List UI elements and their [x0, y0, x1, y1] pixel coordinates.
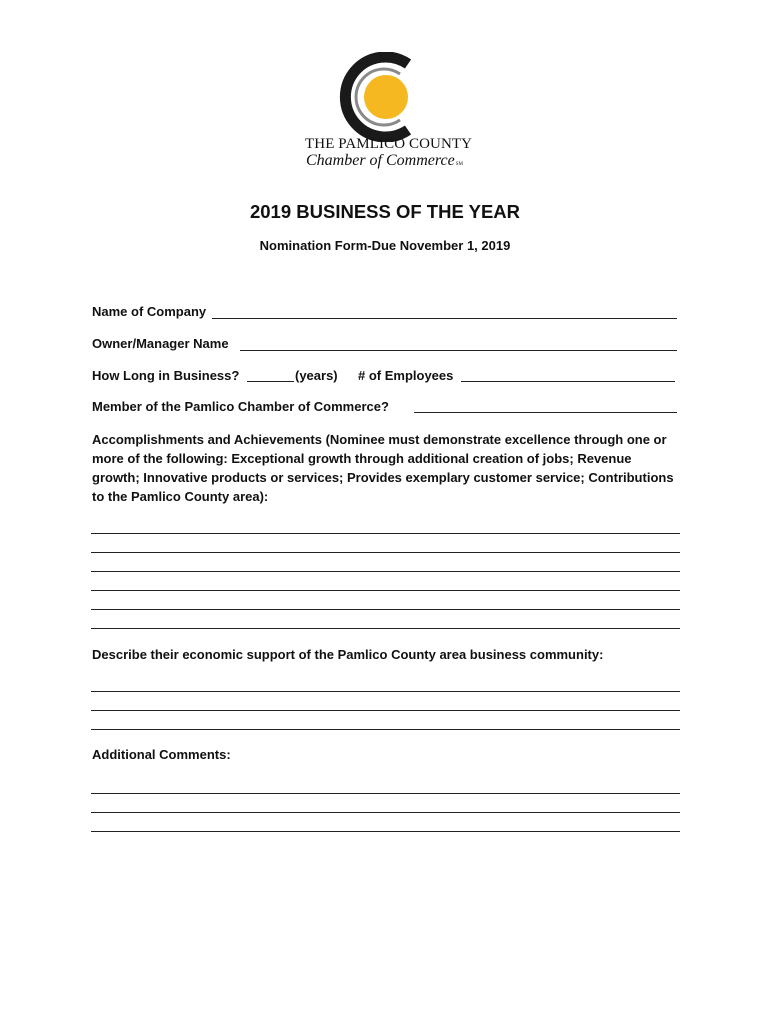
accomplishments-line[interactable]	[91, 628, 680, 629]
service-mark: SM	[455, 162, 463, 167]
employees-field[interactable]	[461, 381, 675, 382]
comments-line[interactable]	[91, 812, 680, 813]
company-name-field[interactable]	[212, 318, 677, 319]
economic-support-line[interactable]	[91, 729, 680, 730]
member-label: Member of the Pamlico Chamber of Commerce?	[92, 399, 389, 414]
years-label: (years)	[295, 368, 338, 383]
accomplishments-line[interactable]	[91, 571, 680, 572]
economic-support-line[interactable]	[91, 691, 680, 692]
comments-line[interactable]	[91, 793, 680, 794]
accomplishments-line[interactable]	[91, 552, 680, 553]
additional-comments-label: Additional Comments:	[92, 747, 231, 762]
owner-name-field[interactable]	[240, 350, 677, 351]
business-duration-label: How Long in Business?	[92, 368, 240, 383]
accomplishments-line[interactable]	[91, 533, 680, 534]
org-name-line2	[306, 152, 463, 170]
years-field[interactable]	[247, 381, 294, 382]
accomplishments-line[interactable]	[91, 590, 680, 591]
owner-label: Owner/Manager Name	[92, 336, 229, 351]
member-field[interactable]	[414, 412, 677, 413]
employees-label: # of Employees	[358, 368, 454, 383]
economic-support-prompt: Describe their economic support of the Pamlico County area business community:	[92, 647, 604, 662]
page-title: 2019 BUSINESS OF THE YEAR	[249, 201, 521, 222]
org-name-line1: THE PAMLICO COUNTY	[305, 136, 473, 152]
company-label: Name of Company	[92, 304, 207, 319]
page-subtitle: Nomination Form-Due November 1, 2019	[259, 238, 511, 253]
chamber-logo-icon	[330, 52, 430, 142]
comments-line[interactable]	[91, 831, 680, 832]
org-name-text: Chamber of Commerce	[306, 152, 455, 169]
accomplishments-line[interactable]	[91, 609, 680, 610]
accomplishments-prompt: Accomplishments and Achievements (Nominee must demonstrate excellence through one or more of the following: Exceptional growth through additional creation of jobs; Revenue growth; Innovative products or services; Provides exemplary customer service; Contributions to the Pamlico County area):	[92, 432, 674, 504]
economic-support-line[interactable]	[91, 710, 680, 711]
